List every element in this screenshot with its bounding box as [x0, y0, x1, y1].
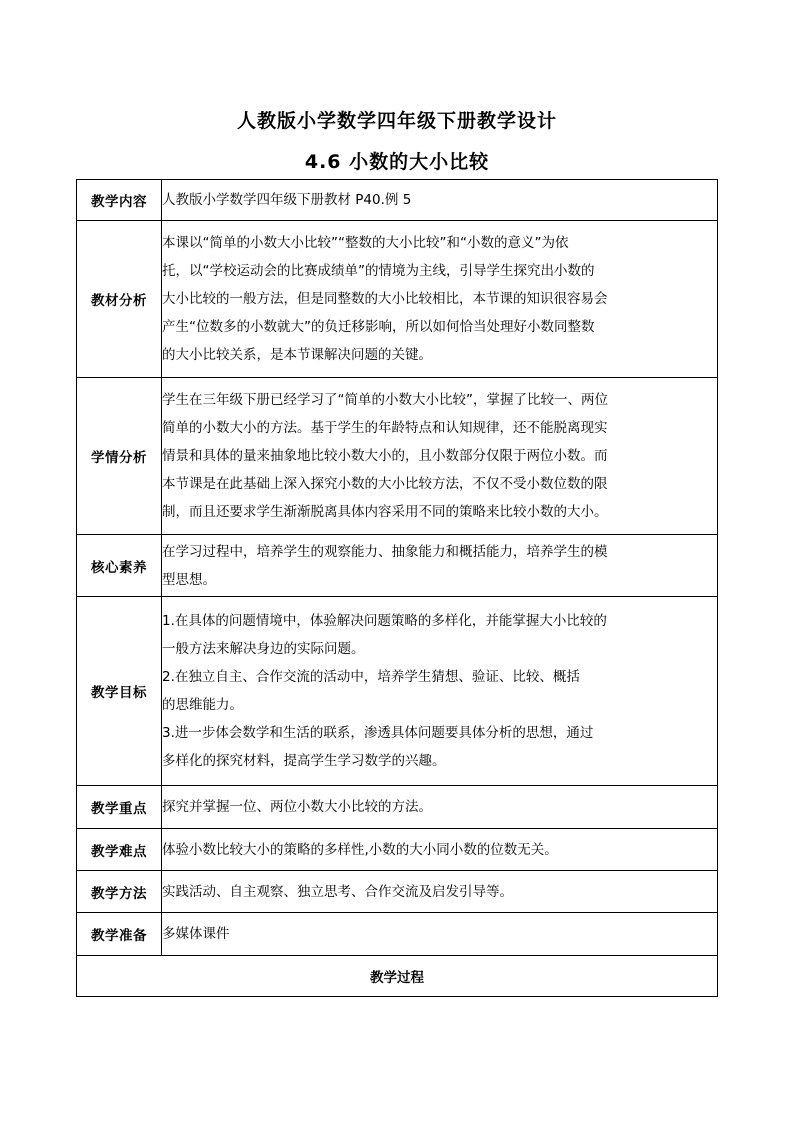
content-line: 2.在独立自主、合作交流的活动中，培养学生猜想、验证、比较、概括	[162, 669, 580, 685]
content-line: 实践活动、自主观察、独立思考、合作交流及启发引导等。	[162, 883, 513, 900]
content-line: 一般方法来解决身边的实际问题。	[162, 641, 365, 657]
row-teaching-methods	[77, 871, 718, 913]
row-label: 教学内容	[77, 180, 162, 221]
row-label: 学情分析	[77, 378, 162, 535]
row-key-points	[77, 786, 718, 829]
row-label: 核心素养	[77, 535, 162, 597]
content-line: 型思想。	[162, 571, 216, 588]
row-label: 教学目标	[77, 597, 162, 786]
row-content	[162, 786, 718, 829]
content-line: 的大小比较关系，是本节课解决问题的关键。	[162, 347, 432, 363]
row-content	[162, 535, 718, 597]
row-label: 教材分析	[77, 221, 162, 378]
row-content	[162, 871, 718, 913]
row-student-analysis	[77, 378, 718, 535]
row-difficulties	[77, 829, 718, 871]
content-line: 在学习过程中，培养学生的观察能力、抽象能力和概括能力，培养学生的模	[162, 543, 608, 560]
content-line: 制，而且还要求学生渐渐脱离具体内容采用不同的策略来比较小数的大小。	[162, 504, 608, 520]
row-label: 教学重点	[77, 786, 162, 829]
row-label: 教学难点	[77, 829, 162, 871]
content-line: 体验小数比较大小的策略的多样性,小数的大小同小数的位数无关。	[162, 841, 558, 858]
row-teaching-process	[77, 956, 718, 997]
row-content	[162, 829, 718, 871]
row-content	[162, 180, 718, 221]
document-subtitle: 4.6 小数的大小比较	[304, 151, 490, 173]
content-line: 1.在具体的问题情境中，体验解决问题策略的多样化，并能掌握大小比较的	[162, 613, 607, 629]
content-line: 产生“位数多的小数就大”的负迁移影响，所以如何恰当处理好小数同整数	[162, 319, 595, 335]
content-line: 简单的小数大小的方法。基于学生的年龄特点和认知规律，还不能脱离现实	[162, 420, 608, 436]
content-line: 人教版小学数学四年级下册教材 P40.例 5	[162, 192, 412, 208]
lesson-plan-table	[76, 179, 718, 997]
content-line: 多媒体课件	[162, 926, 230, 942]
content-line: 多样化的探究材料，提高学生学习数学的兴趣。	[162, 753, 446, 769]
document-title: 人教版小学数学四年级下册教学设计	[236, 110, 557, 132]
row-content	[162, 597, 718, 786]
content-line: 情景和具体的量来抽象地比较小数大小的，且小数部分仅限于两位小数。而	[162, 448, 608, 464]
teaching-process-heading: 教学过程	[77, 956, 718, 997]
content-line: 的思维能力。	[162, 697, 243, 713]
row-material-analysis	[77, 221, 718, 378]
row-content	[162, 378, 718, 535]
row-content	[162, 913, 718, 956]
content-line: 大小比较的一般方法，但是同整数的大小比较相比，本节课的知识很容易会	[162, 291, 608, 307]
row-label: 教学方法	[77, 871, 162, 913]
content-line: 本节课是在此基础上深入探究小数的大小比较方法，不仅不受小数位数的限	[162, 476, 608, 492]
row-core-literacy	[77, 535, 718, 597]
content-line: 托，以“学校运动会的比赛成绩单”的情境为主线，引导学生探究出小数的	[162, 263, 595, 279]
content-line: 探究并掌握一位、两位小数大小比较的方法。	[162, 799, 432, 815]
content-line: 本课以“简单的小数大小比较”“整数的大小比较”和“小数的意义”为依	[162, 235, 569, 251]
row-label: 教学准备	[77, 913, 162, 956]
row-teaching-content	[77, 180, 718, 221]
content-line: 3.进一步体会数学和生活的联系，渗透具体问题要具体分析的思想，通过	[162, 725, 594, 741]
row-content	[162, 221, 718, 378]
content-line: 学生在三年级下册已经学习了“简单的小数大小比较”，掌握了比较一、两位	[162, 392, 608, 408]
row-preparation	[77, 913, 718, 956]
row-teaching-goals	[77, 597, 718, 786]
